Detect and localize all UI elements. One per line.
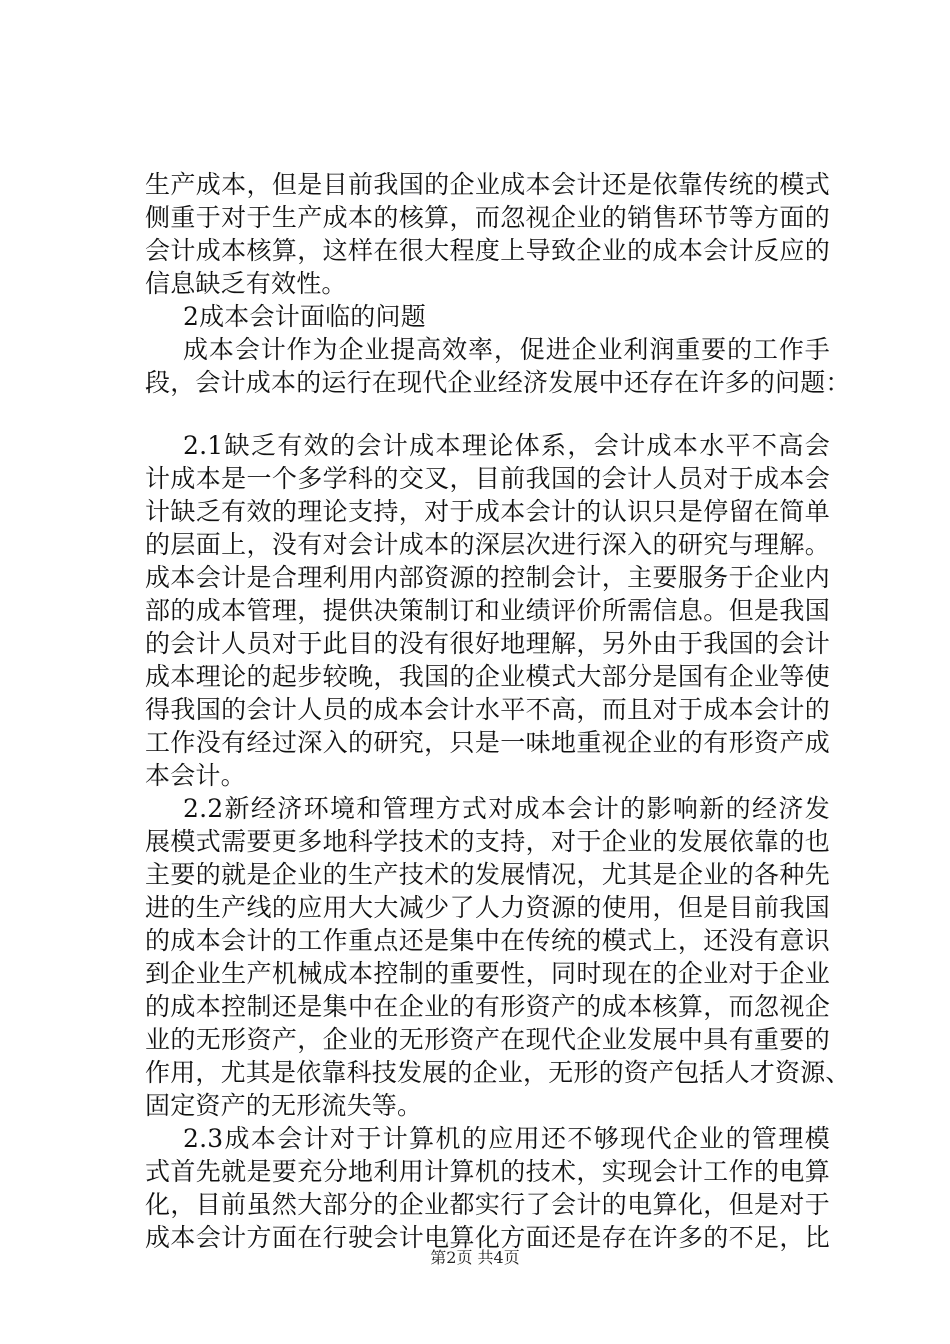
text-line: 成本会计作为企业提高效率，促进企业利润重要的工作手 bbox=[183, 335, 830, 364]
text-line: 计缺乏有效的理论支持，对于成本会计的认识只是停留在简单 bbox=[145, 497, 830, 526]
text-line: 到企业生产机械成本控制的重要性，同时现在的企业对于企业 bbox=[145, 959, 830, 988]
text-line: 展模式需要更多地科学技术的支持，对于企业的发展依靠的也 bbox=[145, 827, 830, 856]
document-body bbox=[145, 168, 851, 1254]
text-line: 侧重于对于生产成本的核算，而忽视企业的销售环节等方面的 bbox=[145, 203, 830, 232]
text-line: 主要的就是企业的生产技术的发展情况，尤其是企业的各种先 bbox=[145, 860, 830, 889]
text-line: 化，目前虽然大部分的企业都实行了会计的电算化，但是对于 bbox=[145, 1190, 830, 1219]
text-line: 进的生产线的应用大大减少了人力资源的使用，但是目前我国 bbox=[145, 893, 830, 922]
text-line: 计成本是一个多学科的交叉，目前我国的会计人员对于成本会 bbox=[145, 464, 830, 493]
text-line: 的成本控制还是集中在企业的有形资产的成本核算，而忽视企 bbox=[145, 992, 830, 1021]
text-line: 2.3成本会计对于计算机的应用还不够现代企业的管理模 bbox=[183, 1124, 830, 1153]
text-line: 成本会计是合理利用内部资源的控制会计，主要服务于企业内 bbox=[145, 563, 830, 592]
text-line: 2成本会计面临的问题 bbox=[183, 302, 426, 331]
text-line: 的成本会计的工作重点还是集中在传统的模式上，还没有意识 bbox=[145, 926, 830, 955]
text-line: 成本理论的起步较晚，我国的企业模式大部分是国有企业等使 bbox=[145, 662, 830, 691]
text-line: 2.2新经济环境和管理方式对成本会计的影响新的经济发 bbox=[183, 794, 830, 823]
text-line: 生产成本，但是目前我国的企业成本会计还是依靠传统的模式 bbox=[145, 170, 830, 199]
text-line: 段，会计成本的运行在现代企业经济发展中还存在许多的问题： bbox=[145, 368, 851, 397]
text-line: 得我国的会计人员的成本会计水平不高，而且对于成本会计的 bbox=[145, 695, 830, 724]
text-line: 部的成本管理，提供决策制订和业绩评价所需信息。但是我国 bbox=[145, 596, 830, 625]
text-line: 2.1缺乏有效的会计成本理论体系，会计成本水平不高会 bbox=[183, 431, 830, 460]
text-line: 的会计人员对于此目的没有很好地理解，另外由于我国的会计 bbox=[145, 629, 830, 658]
text-line: 固定资产的无形流失等。 bbox=[145, 1091, 423, 1120]
text-line: 作用，尤其是依靠科技发展的企业，无形的资产包括人才资源、 bbox=[145, 1058, 851, 1087]
text-line: 工作没有经过深入的研究，只是一味地重视企业的有形资产成 bbox=[145, 728, 830, 757]
text-line: 式首先就是要充分地利用计算机的技术，实现会计工作的电算 bbox=[145, 1157, 830, 1186]
text-line: 会计成本核算，这样在很大程度上导致企业的成本会计反应的 bbox=[145, 236, 830, 265]
text-line: 本会计。 bbox=[145, 761, 246, 790]
text-line: 成本会计方面在行驶会计电算化方面还是存在许多的不足，比 bbox=[145, 1223, 830, 1252]
paragraph-gap bbox=[145, 399, 830, 429]
page-footer: 第2页 共4页 bbox=[430, 1248, 520, 1267]
text-line: 信息缺乏有效性。 bbox=[145, 269, 347, 298]
text-line: 业的无形资产，企业的无形资产在现代企业发展中具有重要的 bbox=[145, 1025, 830, 1054]
text-line: 的层面上，没有对会计成本的深层次进行深入的研究与理解。 bbox=[145, 530, 830, 559]
